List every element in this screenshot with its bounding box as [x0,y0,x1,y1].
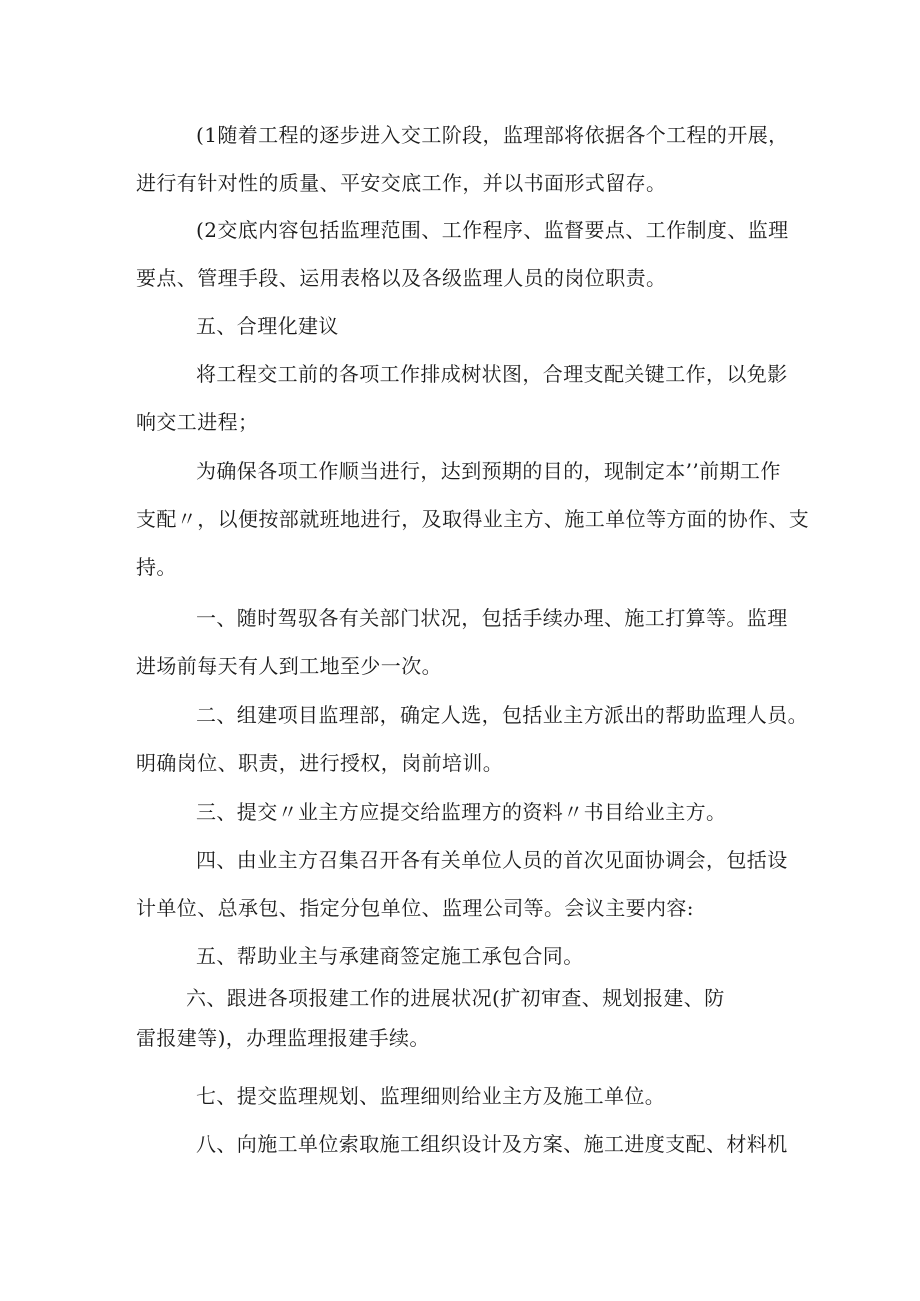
paragraph-line: 二、组建项目监理部，确定人选，包括业主方派出的帮助监理人员。 [196,703,808,727]
paragraph-line: 五、帮助业主与承建商签定施工承包合同。 [196,944,584,968]
paragraph-line: 明确岗位、职责，进行授权，岗前培训。 [136,751,504,775]
list-item-4 [136,836,796,932]
paragraph-handover-2 [136,206,796,302]
paragraph-line: (1随着工程的逐步进入交工阶段，监理部将依据各个工程的开展， [196,123,789,147]
paragraph-line: 要点、管理手段、运用表格以及各级监理人员的岗位职责。 [136,266,667,290]
list-item-5 [136,932,796,980]
paragraph-line: 一、随时驾驭各有关部门状况，包括手续办理、施工打算等。监理 [196,606,788,630]
section-heading-suggestions [136,302,796,350]
section-heading: 五、合理化建议 [196,314,339,338]
paragraph-line: (2交底内容包括监理范围、工作程序、监督要点、工作制度、监理 [196,218,789,242]
paragraph-line: 进场前每天有人到工地至少一次。 [136,654,442,678]
paragraph-line: 响交工进程； [136,410,259,434]
paragraph-tree-diagram [136,350,796,446]
paragraph-line: 八、向施工单位索取施工组织设计及方案、施工进度支配、材料机 [196,1132,788,1156]
list-item-2 [136,691,808,787]
paragraph-line: 四、由业主方召集召开各有关单位人员的首次见面协调会，包括设 [196,848,788,872]
list-item-6 [136,978,796,1058]
list-item-7 [136,1072,796,1120]
paragraph-handover-1 [136,111,796,207]
list-item-1 [136,594,796,690]
paragraph-line: 将工程交工前的各项工作排成树状图，合理支配关键工作，以免影 [196,362,788,386]
paragraph-line: 进行有针对性的质量、平安交底工作，并以书面形式留存。 [136,171,667,195]
list-item-3 [136,788,796,836]
paragraph-preliminary-plan [136,447,810,591]
list-item-8 [136,1120,796,1168]
paragraph-line: 三、提交〃业主方应提交给监理方的资料〃书目给业主方。 [196,800,727,824]
paragraph-line: 支配〃，以便按部就班地进行，及取得业主方、施工单位等方面的协作、支 [136,507,810,531]
paragraph-line: 六、跟进各项报建工作的进展状况(扩初审查、规划报建、防 [186,986,725,1010]
paragraph-line: 计单位、总承包、指定分包单位、监理公司等。会议主要内容: [136,896,694,920]
paragraph-line: 持。 [136,555,177,579]
paragraph-line: 为确保各项工作顺当进行，达到预期的目的，现制定本’’前期工作 [196,459,781,483]
paragraph-line: 雷报建等)，办理监理报建手续。 [136,1026,430,1050]
paragraph-line: 七、提交监理规划、监理细则给业主方及施工单位。 [196,1084,666,1108]
